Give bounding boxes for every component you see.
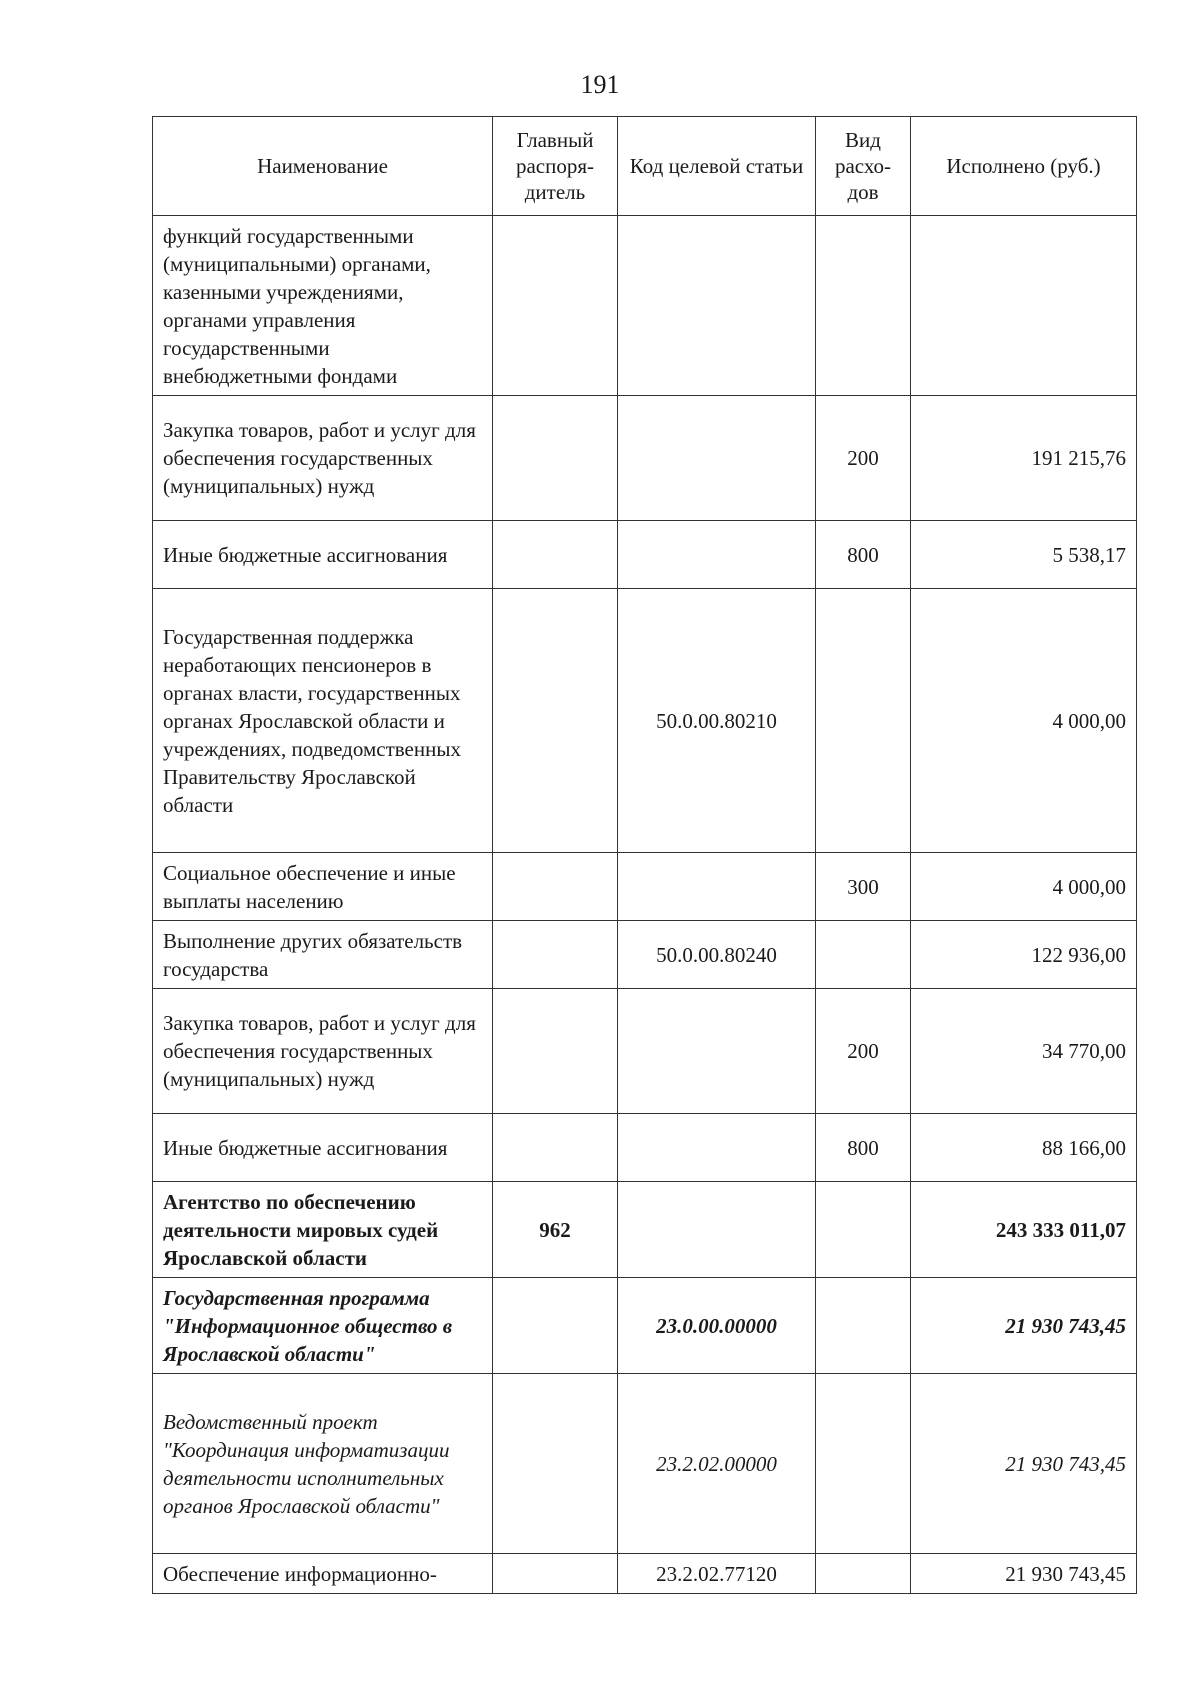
table-row — [153, 1114, 1137, 1182]
page-number: 191 — [580, 70, 620, 99]
row-amount: 88 166,00 — [911, 1114, 1137, 1182]
row-name: Ведомственный проект "Координация информатизации деятельности исполнительных органов Ярославской области" — [153, 1374, 493, 1554]
row-code: 23.0.00.00000 — [618, 1278, 816, 1374]
row-type: 800 — [816, 1114, 911, 1182]
table-row — [153, 1278, 1137, 1374]
row-code — [618, 396, 816, 521]
row-type — [816, 1554, 911, 1594]
row-amount: 34 770,00 — [911, 989, 1137, 1114]
row-code — [618, 216, 816, 396]
row-code: 23.2.02.77120 — [618, 1554, 816, 1594]
row-admin — [493, 921, 618, 989]
row-amount: 243 333 011,07 — [911, 1182, 1137, 1278]
row-type — [816, 1182, 911, 1278]
row-name: Закупка товаров, работ и услуг для обеспечения государственных (муниципальных) нужд — [153, 396, 493, 521]
row-code — [618, 521, 816, 589]
row-name: Социальное обеспечение и иные выплаты населению — [153, 853, 493, 921]
row-code — [618, 1182, 816, 1278]
row-type — [816, 1278, 911, 1374]
row-name: Иные бюджетные ассигнования — [153, 521, 493, 589]
row-type: 300 — [816, 853, 911, 921]
row-admin — [493, 521, 618, 589]
row-type — [816, 216, 911, 396]
row-type — [816, 1374, 911, 1554]
row-name: Выполнение других обязательств государства — [153, 921, 493, 989]
row-amount: 191 215,76 — [911, 396, 1137, 521]
table-row — [153, 853, 1137, 921]
row-admin — [493, 853, 618, 921]
row-code — [618, 1114, 816, 1182]
header-amount: Исполнено (руб.) — [911, 117, 1137, 216]
row-amount: 4 000,00 — [911, 589, 1137, 853]
row-name: Государственная программа "Информационное общество в Ярославской области" — [153, 1278, 493, 1374]
header-admin: Главный распоря-дитель — [493, 117, 618, 216]
row-amount: 5 538,17 — [911, 521, 1137, 589]
row-code: 50.0.00.80210 — [618, 589, 816, 853]
row-amount: 21 930 743,45 — [911, 1374, 1137, 1554]
row-amount: 21 930 743,45 — [911, 1278, 1137, 1374]
row-amount: 122 936,00 — [911, 921, 1137, 989]
table-row — [153, 521, 1137, 589]
budget-table — [152, 116, 1137, 1594]
table-row — [153, 396, 1137, 521]
header-row — [153, 117, 1137, 216]
row-name: Закупка товаров, работ и услуг для обеспечения государственных (муниципальных) нужд — [153, 989, 493, 1114]
header-name: Наименование — [153, 117, 493, 216]
row-code: 23.2.02.00000 — [618, 1374, 816, 1554]
row-admin — [493, 1374, 618, 1554]
row-admin — [493, 1554, 618, 1594]
row-code — [618, 853, 816, 921]
row-code: 50.0.00.80240 — [618, 921, 816, 989]
row-type: 200 — [816, 989, 911, 1114]
row-type: 200 — [816, 396, 911, 521]
row-name: Иные бюджетные ассигнования — [153, 1114, 493, 1182]
table-row — [153, 216, 1137, 396]
row-name: Государственная поддержка неработающих пенсионеров в органах власти, государственных органах Ярославской области и учреждениях, подведомственных Правительству Ярославской области — [153, 589, 493, 853]
row-admin — [493, 396, 618, 521]
row-amount: 4 000,00 — [911, 853, 1137, 921]
row-amount — [911, 216, 1137, 396]
header-type: Вид расхо-дов — [816, 117, 911, 216]
row-name: Агентство по обеспечению деятельности мировых судей Ярославской области — [153, 1182, 493, 1278]
row-admin: 962 — [493, 1182, 618, 1278]
row-type — [816, 589, 911, 853]
row-code — [618, 989, 816, 1114]
table-row — [153, 1374, 1137, 1554]
row-admin — [493, 989, 618, 1114]
row-admin — [493, 1278, 618, 1374]
table-row — [153, 589, 1137, 853]
table-row — [153, 921, 1137, 989]
row-amount: 21 930 743,45 — [911, 1554, 1137, 1594]
row-admin — [493, 1114, 618, 1182]
table-row — [153, 1182, 1137, 1278]
table-row — [153, 989, 1137, 1114]
row-type — [816, 921, 911, 989]
row-name: Обеспечение информационно- — [153, 1554, 493, 1594]
row-admin — [493, 589, 618, 853]
table-row — [153, 1554, 1137, 1594]
row-name: функций государственными (муниципальными) органами, казенными учреждениями, органами управления государственными внебюджетными фондами — [153, 216, 493, 396]
row-admin — [493, 216, 618, 396]
row-type: 800 — [816, 521, 911, 589]
header-code: Код целевой статьи — [618, 117, 816, 216]
